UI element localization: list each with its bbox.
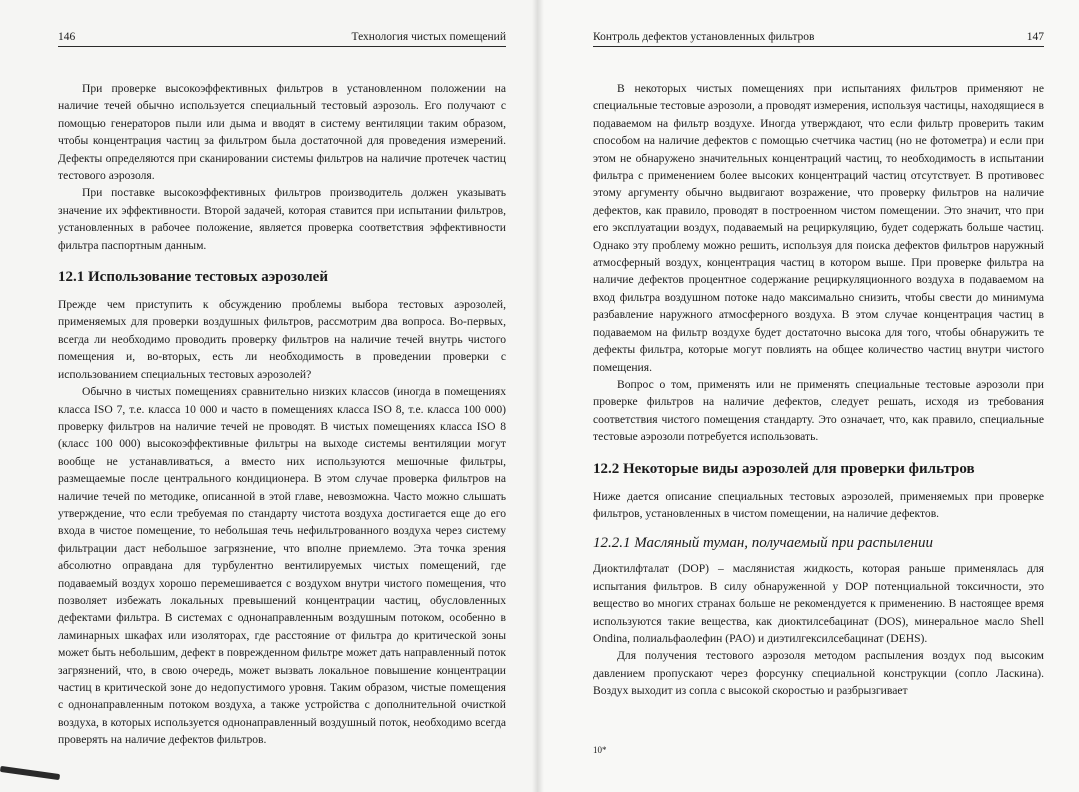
paragraph: Вопрос о том, применять или не применять специальные тестовые аэрозоли при проверке фильтров на наличие дефектов, следует решать, исходя из требования соответствия чистого помещения стандарту. Это означает, что, как правило, специальные тестовые аэрозоли потребуется использовать. xyxy=(593,377,1044,444)
right-body-text xyxy=(593,80,1044,700)
section-heading: 12.1 Использование тестовых аэрозолей xyxy=(58,269,328,286)
paragraph: Прежде чем приступить к обсуждению проблемы выбора тестовых аэрозолей, применяемых для проверки воздушных фильтров, рассмотрим два вопроса. Во-первых, всегда ли необходимо проводить проверку фильтров на наличие течей внутрь чистого помещения и, во-вторых, есть ли необходимость в проведении проверки с использованием специальных тестовых аэрозолей? xyxy=(58,298,506,381)
right-running-title: Контроль дефектов установленных фильтров xyxy=(593,31,815,43)
right-page xyxy=(538,0,1079,792)
left-body-text xyxy=(58,80,506,749)
paragraph: Обычно в чистых помещениях сравнительно низких классов (иногда в помещениях класса ISO 7, т.е. класса 10 000 и часто в помещениях класса ISO 8, т.е. класса 100 000) проверку фильтров на наличие течей не проводят. В чистых помещениях класса ISO 8 (класс 100 000) высокоэффективные фильтры на выходе системы вентиляции могут вообще не устанавливаться, а вместо них используются мешочные фильтры, размещаемые после центрального кондиционера. В этом случае проверка фильтров на наличие течей по методике, описанной в этой главе, невозможна. Часто можно слышать утверждение, что если требуемая по стандарту чистота воздуха достигается еще до его входа в чистое помещение, то небольшая течь нефильтрованного воздуха через систему фильтрации даст небольшое загрязнение, что вполне приемлемо. Эта точка зрения абсолютно оправдана для турбулентно вентилируемых чистых помещений, где подаваемый воздух хорошо перемешивается с воздухом внутри чистого помещения, что позволяет избежать локальных превышений концентрации частиц, обусловленных дефектами фильтра. В системах с однонаправленным воздушным потоком, особенно в ламинарных шкафах или изоляторах, где расстояние от фильтра до критической зоны может быть небольшим, дефект в поврежденном фильтре может дать направленный поток загрязнений, что, в свою очередь, может вызвать локальное повышение концентрации частиц в критической зоне до недопустимого уровня. Таким образом, чистые помещения с однонаправленным потоком воздуха, а также устройства с дополнительной очисткой воздуха, в которых используется однонаправленный воздушный поток, необходимо всегда проверять на наличие дефектов фильтров. xyxy=(58,385,506,747)
left-page-number: 146 xyxy=(58,31,76,43)
subsection-heading: 12.2.1 Масляный туман, получаемый при распылении xyxy=(593,535,933,552)
book-gutter xyxy=(532,0,544,792)
section-heading: 12.2 Некоторые виды аэрозолей для проверки фильтров xyxy=(593,460,975,477)
right-page-number: 147 xyxy=(1026,31,1044,43)
signature-mark: 10* xyxy=(593,745,607,755)
paragraph: При проверке высокоэффективных фильтров в установленном положении на наличие течей обычно используется специальный тестовый аэрозоль. Его получают с помощью генераторов пыли или дыма и вводят в систему вентиляции таким образом, чтобы концентрация частиц за фильтром была достаточной для проведения измерений. Дефекты определяются при сканировании системы фильтров на наличие протечек частиц тестового аэрозоля. xyxy=(58,82,506,183)
paragraph: При поставке высокоэффективных фильтров производитель должен указывать значение их эффективности. Второй задачей, которая ставится при испытании фильтров, установленных в рабочее положение, является проверка соответствия эффективности фильтра паспортным данным. xyxy=(58,186,506,252)
left-page xyxy=(0,0,538,792)
left-running-header xyxy=(58,30,506,47)
paragraph: Ниже дается описание специальных тестовых аэрозолей, применяемых при проверке фильтров, установленных в чистом помещении, на наличие дефектов. xyxy=(593,489,1044,520)
right-running-header xyxy=(593,30,1044,47)
paragraph: Диоктилфталат (DOP) – маслянистая жидкость, которая раньше применялась для испытания фильтров. В силу обнаруженной у DOP потенциальной токсичности, это вещество во многих странах больше не рекомендуется к применению. В настоящее время используются такие вещества, как диоктилсебацинат (DOS), минеральное масло Shell Ondina, полиальфаолефин (PAO) и диэтилгексилсебацинат (DEHS). xyxy=(593,562,1044,645)
paragraph: Для получения тестового аэрозоля методом распыления воздух под высоким давлением пропускают через форсунку специальной конструкции (сопло Ласкина). Воздух выходит из сопла с высокой скоростью и разбрызгивает xyxy=(593,649,1044,698)
paragraph: В некоторых чистых помещениях при испытаниях фильтров применяют не специальные тестовые аэрозоли, а проводят измерения, используя частицы, находящиеся в подаваемом на фильтр воздухе. Иногда утверждают, что если фильтр проверить таким способом на наличие дефектов с помощью счетчика частиц (но не фотометра) и если при этом не обнаружено значительных концентраций частиц, то необходимость в испытании фильтра с применением более высоких концентраций частиц отсутствует. В противовес этому аргументу обычно выдвигают возражение, что проверку фильтров на наличие дефектов, как правило, проводят в построенном чистом помещении. Это значит, что при его эксплуатации воздух, подаваемый на рециркуляцию, будет содержать больше частиц. Однако эту проблему можно решить, используя для поиска дефектов фильтров наружный атмосферный воздух, концентрация частиц в котором выше. При проверке фильтра на наличие дефектов процентное содержание рециркуляционного воздуха в подаваемом на вход фильтра воздушном потоке надо максимально снизить, чтобы свести до минимума разбавление наружного атмосферного воздуха. В этом случае концентрация частиц в подаваемом на фильтр воздухе будет достаточно высока для того, чтобы обнаружить те дефекты фильтра, которые могут повлиять на общее количество частиц внутри чистого помещения. xyxy=(593,82,1044,374)
left-running-title: Технология чистых помещений xyxy=(351,31,506,43)
